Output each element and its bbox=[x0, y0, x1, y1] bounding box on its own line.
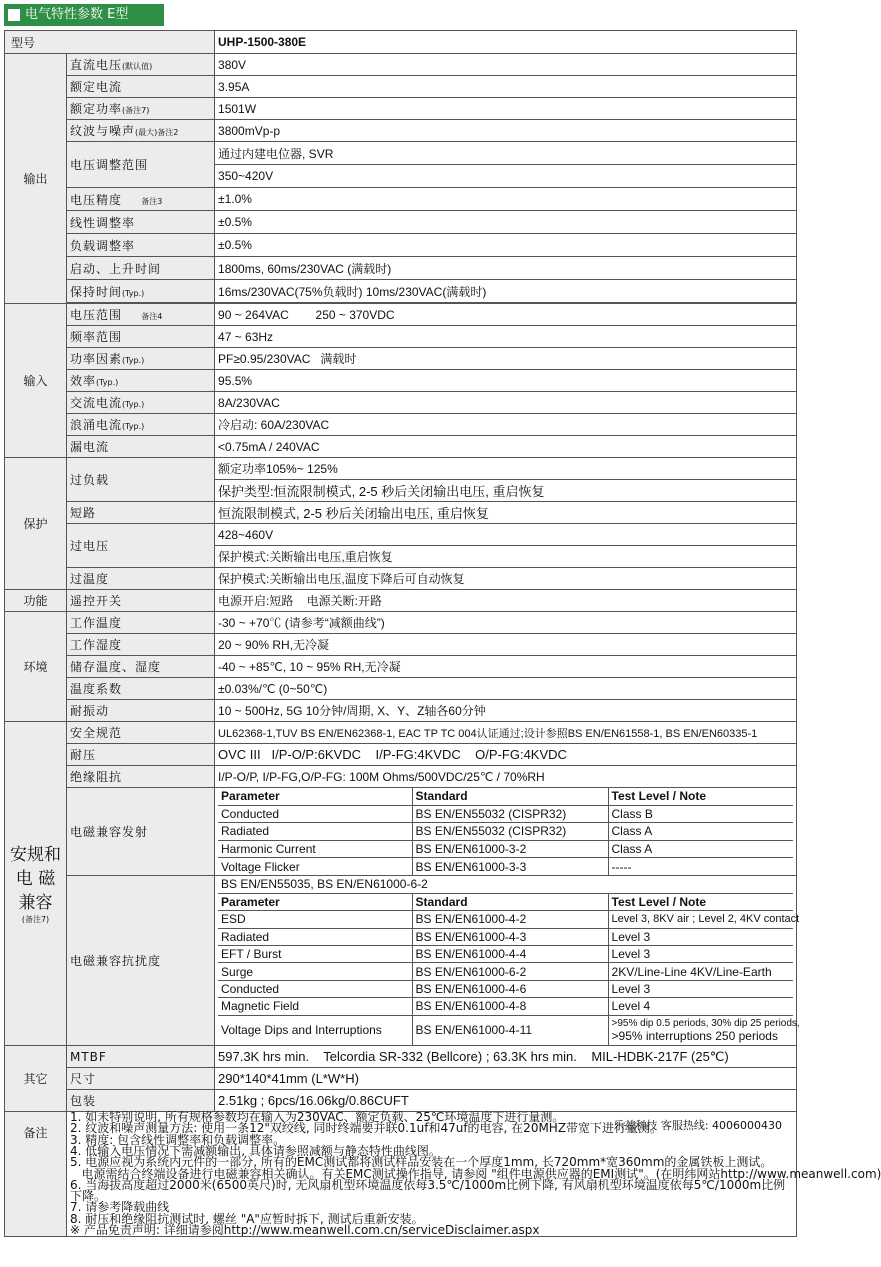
row-packing bbox=[5, 1090, 797, 1112]
label-efficiency: 效率(Typ.) bbox=[67, 370, 215, 392]
immunity-standard-line: BS EN/EN55035, BS EN/EN61000-6-2 bbox=[218, 876, 793, 893]
value-vibration: 10 ~ 500Hz, 5G 10分钟/周期, X、Y、Z轴各60分钟 bbox=[215, 700, 797, 722]
note-line: 6. 当海拔高度超过2000米(6500英尺)时, 无风扇机型环境温度依每3.5℃/1000m比例下降, 有风扇机型环境温度依每5℃/1000m比例下降。 bbox=[70, 1177, 786, 1204]
note-line: 1. 如未特别说明, 所有规格参数均在输入为230VAC、额定负载、25℃环境温度下进行量测。 bbox=[70, 1110, 565, 1125]
label-emc-immunity: 电磁兼容抗扰度 bbox=[67, 875, 215, 1045]
cat-output: 输出 bbox=[5, 54, 67, 304]
row-rated-power bbox=[5, 98, 797, 120]
model-row bbox=[5, 31, 797, 54]
row-leakage bbox=[5, 436, 797, 458]
label-packing: 包装 bbox=[67, 1090, 215, 1112]
label-inrush: 浪涌电流(Typ.) bbox=[67, 414, 215, 436]
label-voltage-range: 电压范围 备注4 bbox=[67, 304, 215, 326]
value-temp-coef: ±0.03%/℃ (0~50℃) bbox=[215, 678, 797, 700]
label-leakage: 漏电流 bbox=[67, 436, 215, 458]
label-work-humidity: 工作湿度 bbox=[67, 634, 215, 656]
label-rated-current: 额定电流 bbox=[67, 76, 215, 98]
table-row: EFT / Burst BS EN/EN61000-4-4 Level 3 bbox=[218, 946, 793, 963]
label-hold-up: 保持时间(Typ.) bbox=[67, 280, 215, 303]
label-overtemp: 过温度 bbox=[67, 568, 215, 590]
label-rated-power: 额定功率(备注7) bbox=[67, 98, 215, 120]
label-voltage-tol: 电压精度 备注3 bbox=[67, 188, 215, 211]
row-ac-current bbox=[5, 392, 797, 414]
value-load-reg: ±0.5% bbox=[215, 234, 797, 257]
hotline-text: 乐兹科技 客服热线: 4006000430 bbox=[613, 1119, 783, 1133]
table-row: Voltage Dips and Interruptions BS EN/EN61000-4-11 >95% dip 0.5 periods, 30% dip 25 periods, >95% interruptions 250 periods bbox=[218, 1015, 793, 1045]
table-header: Parameter Standard Test Level / Note bbox=[218, 893, 793, 910]
value-work-humidity: 20 ~ 90% RH,无冷凝 bbox=[215, 634, 797, 656]
table-row: Voltage Flicker BS EN/EN61000-3-3 ----- bbox=[218, 858, 793, 875]
label-setup-rise: 启动、上升时间 bbox=[67, 257, 215, 280]
row-ripple bbox=[5, 120, 797, 142]
row-emc-immunity bbox=[5, 875, 797, 1045]
label-overvoltage: 过电压 bbox=[67, 524, 215, 568]
value-voltage-range: 90 ~ 264VAC 250 ~ 370VDC bbox=[215, 304, 797, 326]
row-voltage-tol bbox=[5, 188, 797, 211]
value-withstand: OVC III I/P-O/P:6KVDC I/P-FG:4KVDC O/P-FG:4KVDC bbox=[215, 744, 797, 766]
value-line-reg: ±0.5% bbox=[215, 211, 797, 234]
table-row: Conducted BS EN/EN55032 (CISPR32) Class B bbox=[218, 805, 793, 822]
value-mtbf: 597.3K hrs min. Telcordia SR-332 (Bellcore) ; 63.3K hrs min. MIL-HDBK-217F (25℃) bbox=[215, 1046, 797, 1068]
value-efficiency: 95.5% bbox=[215, 370, 797, 392]
row-withstand bbox=[5, 744, 797, 766]
note-line: 2. 纹波和噪声测量方法: 使用一条12"双绞线, 同时终端要并联0.1uf和47uf的电容, 在20MHZ带宽下进行量测。 bbox=[70, 1121, 663, 1136]
label-remote: 遥控开关 bbox=[67, 590, 215, 612]
row-hold-up bbox=[5, 280, 797, 303]
emc-immunity-table bbox=[218, 876, 800, 1045]
label-pf: 功率因素(Typ.) bbox=[67, 348, 215, 370]
notes-block bbox=[67, 1110, 881, 1238]
note-line: 8. 耐压和绝缘阻抗测试时, 螺丝 "A"应暂时拆下, 测试后重新安装。 bbox=[70, 1211, 424, 1226]
value-overload-2: 保护类型:恒流限制模式, 2-5 秒后关闭输出电压, 重启恢复 bbox=[215, 480, 797, 502]
value-overvoltage-2: 保护模式:关断输出电压,重启恢复 bbox=[215, 546, 797, 568]
cat-notes: 备注 bbox=[5, 1112, 67, 1237]
label-ac-current: 交流电流(Typ.) bbox=[67, 392, 215, 414]
row-efficiency bbox=[5, 370, 797, 392]
row-remote bbox=[5, 590, 797, 612]
cat-safety: 安规和 电 磁 兼容 (备注7) bbox=[5, 722, 67, 1046]
value-voltage-tol: ±1.0% bbox=[215, 188, 797, 211]
label-ripple: 纹波与噪声(最大)备注2 bbox=[67, 120, 215, 142]
value-storage: -40 ~ +85℃, 10 ~ 95% RH,无冷凝 bbox=[215, 656, 797, 678]
value-overtemp: 保护模式:关断输出电压,温度下降后可自动恢复 bbox=[215, 568, 797, 590]
row-isolation bbox=[5, 766, 797, 788]
value-safety-standards: UL62368-1,TUV BS EN/EN62368-1, EAC TP TC 004认证通过;设计参照BS EN/EN61558-1, BS EN/EN60335-1 bbox=[215, 722, 797, 744]
row-work-humidity bbox=[5, 634, 797, 656]
label-load-reg: 负载调整率 bbox=[67, 234, 215, 257]
model-label: 型号 bbox=[5, 31, 215, 54]
emc-emission-table bbox=[218, 788, 793, 875]
label-mtbf: MTBF bbox=[67, 1046, 215, 1068]
row-overload bbox=[5, 458, 797, 480]
value-dimension: 290*140*41mm (L*W*H) bbox=[215, 1068, 797, 1090]
square-icon bbox=[8, 9, 20, 21]
value-ripple: 3800mVp-p bbox=[215, 120, 797, 142]
value-hold-up: 16ms/230VAC(75%负载时) 10ms/230VAC(满载时) bbox=[215, 280, 797, 303]
label-safety-standards: 安全规范 bbox=[67, 722, 215, 744]
row-vibration bbox=[5, 700, 797, 722]
value-leakage: <0.75mA / 240VAC bbox=[215, 436, 797, 458]
row-storage bbox=[5, 656, 797, 678]
label-dimension: 尺寸 bbox=[67, 1068, 215, 1090]
value-work-temp: -30 ~ +70℃ (请参考“减额曲线”) bbox=[215, 612, 797, 634]
table-row: Harmonic Current BS EN/EN61000-3-2 Class A bbox=[218, 840, 793, 857]
row-overtemp bbox=[5, 568, 797, 590]
label-vibration: 耐振动 bbox=[67, 700, 215, 722]
value-overload-1: 额定功率105%~ 125% bbox=[215, 458, 797, 480]
value-remote: 电源开启:短路 电源关断:开路 bbox=[215, 590, 797, 612]
label-voltage-adj: 电压调整范围 bbox=[67, 142, 215, 188]
value-inrush: 冷启动: 60A/230VAC bbox=[215, 414, 797, 436]
value-freq-range: 47 ~ 63Hz bbox=[215, 326, 797, 348]
row-overvoltage bbox=[5, 524, 797, 546]
label-emc-emission: 电磁兼容发射 bbox=[67, 788, 215, 876]
row-setup-rise bbox=[5, 257, 797, 280]
row-notes bbox=[5, 1112, 797, 1237]
note-line: 电源需结合终端设备进行电磁兼容相关确认。有关EMC测试操作指导, 请参阅 "组件电源供应器的EMI测试"。(在明纬网站http://www.meanwell.com) bbox=[70, 1166, 881, 1181]
value-voltage-adj-2: 350~420V bbox=[215, 165, 797, 188]
label-short: 短路 bbox=[67, 502, 215, 524]
value-overvoltage-1: 428~460V bbox=[215, 524, 797, 546]
value-short: 恒流限制模式, 2-5 秒后关闭输出电压, 重启恢复 bbox=[215, 502, 797, 524]
table-row: Magnetic Field BS EN/EN61000-4-8 Level 4 bbox=[218, 998, 793, 1015]
value-dc-voltage: 380V bbox=[215, 54, 797, 76]
label-dc-voltage: 直流电压(默认值) bbox=[67, 54, 215, 76]
row-load-reg bbox=[5, 234, 797, 257]
value-rated-power: 1501W bbox=[215, 98, 797, 120]
note-line: ※ 产品免责声明: 详细请参阅http://www.meanwell.com.cn/serviceDisclaimer.aspx bbox=[70, 1223, 540, 1238]
row-voltage-adj bbox=[5, 142, 797, 165]
row-short bbox=[5, 502, 797, 524]
row-safety-standards bbox=[5, 722, 797, 744]
value-isolation: I/P-O/P, I/P-FG,O/P-FG: 100M Ohms/500VDC/25℃ / 70%RH bbox=[215, 766, 797, 788]
note-line: 3. 精度: 包含线性调整率和负载调整率。 bbox=[70, 1132, 286, 1147]
label-freq-range: 频率范围 bbox=[67, 326, 215, 348]
label-storage: 储存温度、湿度 bbox=[67, 656, 215, 678]
label-line-reg: 线性调整率 bbox=[67, 211, 215, 234]
value-setup-rise: 1800ms, 60ms/230VAC (满载时) bbox=[215, 257, 797, 280]
row-inrush bbox=[5, 414, 797, 436]
row-line-reg bbox=[5, 211, 797, 234]
label-isolation: 绝缘阻抗 bbox=[67, 766, 215, 788]
row-temp-coef bbox=[5, 678, 797, 700]
section-title: 电气特性参数 E型 bbox=[25, 7, 129, 22]
label-overload: 过负载 bbox=[67, 458, 215, 502]
row-dimension bbox=[5, 1068, 797, 1090]
cat-input: 输入 bbox=[5, 304, 67, 458]
label-temp-coef: 温度系数 bbox=[67, 678, 215, 700]
row-dc-voltage bbox=[5, 54, 797, 76]
table-header: Parameter Standard Test Level / Note bbox=[218, 788, 793, 805]
cat-others: 其它 bbox=[5, 1046, 67, 1112]
model-value: UHP-1500-380E bbox=[215, 31, 797, 54]
row-pf bbox=[5, 348, 797, 370]
note-line: 5. 电源应视为系统内元件的一部分, 所有的EMC测试都将测试样品安装在一个厚度1mm, 长720mm*宽360mm的金属铁板上测试。 bbox=[70, 1155, 773, 1170]
note-line: 4. 低输入电压情况下需减额输出, 具体请参照减额与静态特性曲线图。 bbox=[70, 1143, 441, 1158]
table-row: Surge BS EN/EN61000-6-2 2KV/Line-Line 4KV/Line-Earth bbox=[218, 963, 793, 980]
note-line: 7. 请参考降载曲线 bbox=[70, 1200, 170, 1215]
value-voltage-adj-1: 通过内建电位器, SVR bbox=[215, 142, 797, 165]
table-row: Radiated BS EN/EN55032 (CISPR32) Class A bbox=[218, 823, 793, 840]
cat-function: 功能 bbox=[5, 590, 67, 612]
value-packing: 2.51kg ; 6pcs/16.06kg/0.86CUFT bbox=[215, 1090, 797, 1112]
section-header bbox=[4, 4, 164, 26]
table-row: Radiated BS EN/EN61000-4-3 Level 3 bbox=[218, 928, 793, 945]
row-freq-range bbox=[5, 326, 797, 348]
row-emc-emission bbox=[5, 788, 797, 876]
value-rated-current: 3.95A bbox=[215, 76, 797, 98]
cat-environment: 环境 bbox=[5, 612, 67, 722]
cat-protection: 保护 bbox=[5, 458, 67, 590]
value-pf: PF≥0.95/230VAC 满载时 bbox=[215, 348, 797, 370]
row-work-temp bbox=[5, 612, 797, 634]
label-work-temp: 工作温度 bbox=[67, 612, 215, 634]
table-row: ESD BS EN/EN61000-4-2 Level 3, 8KV air ; Level 2, 4KV contact bbox=[218, 911, 793, 928]
table-row: Conducted BS EN/EN61000-4-6 Level 3 bbox=[218, 980, 793, 997]
spec-table bbox=[4, 30, 881, 1238]
row-voltage-range bbox=[5, 304, 797, 326]
label-withstand: 耐压 bbox=[67, 744, 215, 766]
value-ac-current: 8A/230VAC bbox=[215, 392, 797, 414]
row-rated-current bbox=[5, 76, 797, 98]
row-mtbf bbox=[5, 1046, 797, 1068]
